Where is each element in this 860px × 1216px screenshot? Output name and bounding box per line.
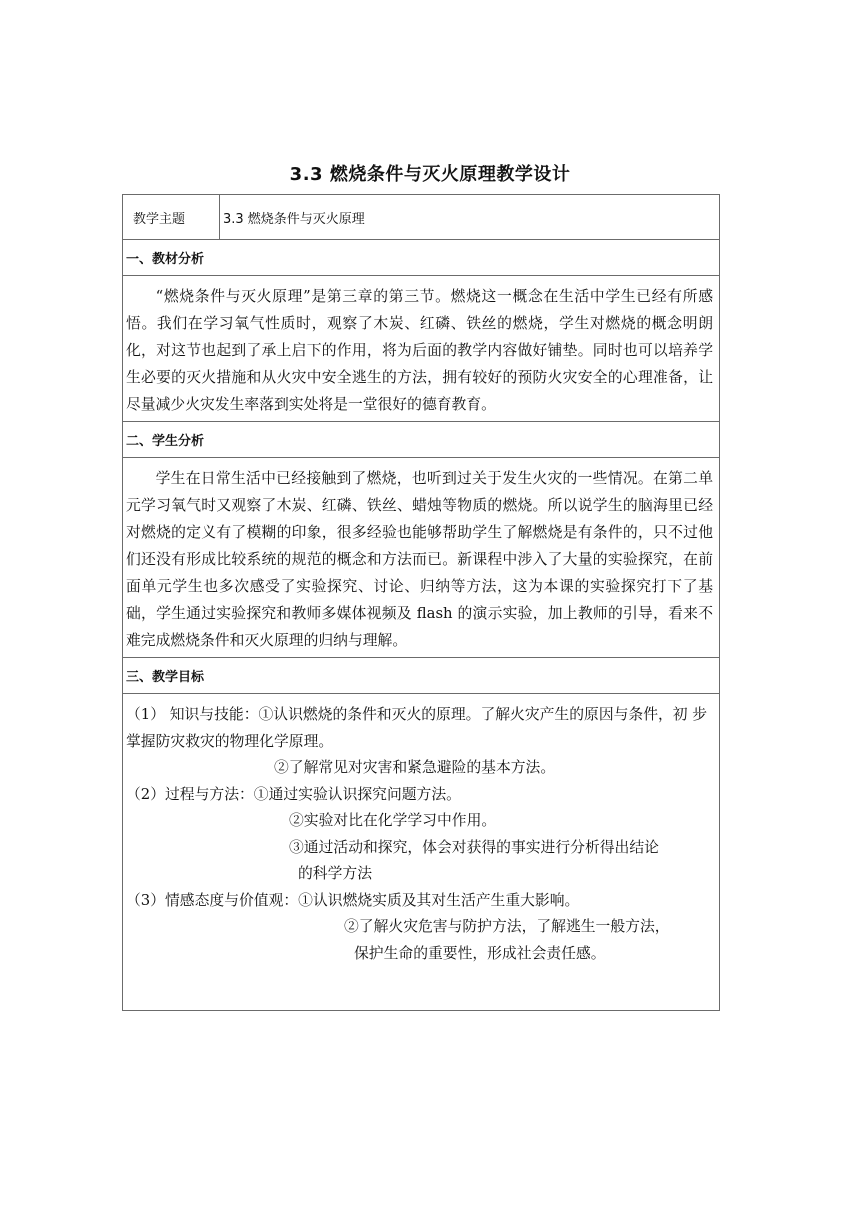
- section-body-row: [123, 276, 720, 422]
- section-body-student-analysis: [123, 458, 720, 658]
- section-body-row: [123, 458, 720, 658]
- section-body-teaching-goals: [123, 694, 720, 1011]
- goal-line: ②实验对比在化学学习中作用。: [289, 812, 497, 829]
- section-heading-teaching-goals: 三、教学目标: [123, 658, 720, 694]
- subject-label: 教学主题: [123, 195, 220, 240]
- paragraph: “燃烧条件与灭火原理”是第三章的第三节。燃烧这一概念在生活中学生已经有所感悟。我们在学习氧气性质时，观察了木炭、红磷、铁丝的燃烧，学生对燃烧的概念明朗化，对这节也起到了承上启下的作用，将为后面的教学内容做好铺垫。同时也可以培养学生必要的灭火措施和从火灾中安全逃生的方法，拥有较好的预防火灾安全的心理准备，让尽量减少火灾发生率落到实处将是一堂很好的德育教育。: [126, 288, 713, 413]
- goal-line: 的科学方法: [298, 865, 372, 882]
- lesson-plan-table: [122, 194, 720, 1011]
- subject-row: [123, 195, 720, 240]
- goal-line: ③通过活动和探究，体会对获得的事实进行分析得出结论: [289, 838, 659, 856]
- goal-line: 保护生命的重要性，形成社会责任感。: [354, 944, 606, 962]
- document-title: 3.3 燃烧条件与灭火原理教学设计: [289, 164, 571, 185]
- subject-value: 3.3 燃烧条件与灭火原理: [220, 195, 720, 240]
- paragraph: 学生在日常生活中已经接触到了燃烧，也听到过关于发生火灾的一些情况。在第二单元学习氧气时又观察了木炭、红磷、铁丝、蜡烛等物质的燃烧。所以说学生的脑海里已经对燃烧的定义有了模糊的印象，很多经验也能够帮助学生了解燃烧是有条件的，只不过他们还没有形成比较系统的规范的概念和方法而已。新课程中涉入了大量的实验探究，在前面单元学生也多次感受了实验探究、讨论、归纳等方法，这为本课的实验探究打下了基础，学生通过实验探究和教师多媒体视频及 flash 的演示实验，加上教师的引导，看来不难完成燃烧条件和灭火原理的归纳与理解。: [126, 470, 713, 649]
- section-heading-row: [123, 658, 720, 694]
- section-heading-row: [123, 422, 720, 458]
- goal-line: （3）情感态度与价值观：①认识燃烧实质及其对生活产生重大影响。: [126, 891, 580, 909]
- goal-line: ②了解常见对灾害和紧急避险的基本方法。: [274, 759, 556, 776]
- section-body-textbook-analysis: [123, 276, 720, 422]
- section-heading-textbook-analysis: 一、教材分析: [123, 240, 720, 276]
- section-body-row: [123, 694, 720, 1011]
- goal-line: ②了解火灾危害与防护方法，了解逃生一般方法，: [344, 918, 670, 935]
- section-heading-row: [123, 240, 720, 276]
- goal-line: （2）过程与方法：①通过实验认识探究问题方法。: [126, 785, 461, 803]
- goal-line: （1） 知识与技能：①认识燃烧的条件和灭火的原理。了解火灾产生的原因与条件，初 步掌握防灾救灾的物理化学原理。: [126, 706, 708, 750]
- section-heading-student-analysis: 二、学生分析: [123, 422, 720, 458]
